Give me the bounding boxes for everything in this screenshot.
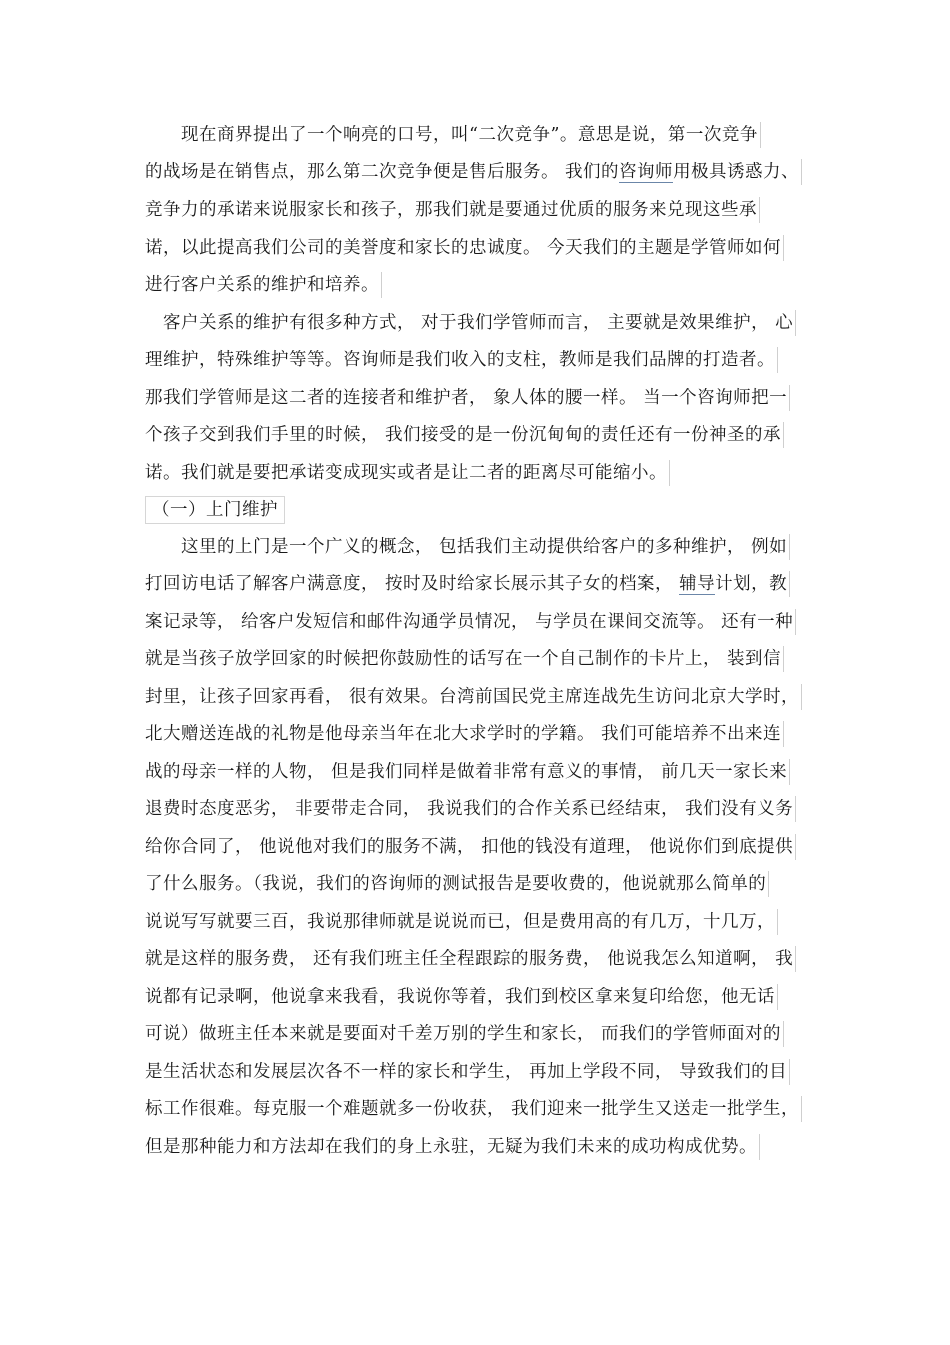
text-line: 那我们学管师是这二者的连接者和维护者， 象人体的腰一样。 当一个咨询师把一 [145,385,790,411]
text-line: 说说写写就要三百，我说那律师就是说说而已，但是费用高的有几万，十几万， [145,909,778,935]
text-line: 了什么服务。（我说，我们的咨询师的测试报告是要收费的，他说就那么简单的 [145,871,769,897]
section-heading: （一）上门维护 [145,496,285,524]
term-link[interactable]: 辅导 [679,574,716,594]
text-line: 诺，以此提高我们公司的美誉度和家长的忠诚度。 今天我们的主题是学管师如何 [145,235,784,261]
text-line: 可说）做班主任本来就是要面对千差万别的学生和家长， 而我们的学管师面对的 [145,1021,784,1047]
text-line: 就是当孩子放学回家的时候把你鼓励性的话写在一个自己制作的卡片上， 装到信 [145,646,784,672]
text-line: 战的母亲一样的人物， 但是我们同样是做着非常有意义的事情， 前几天一家长来 [145,759,790,785]
text-line: 竞争力的承诺来说服家长和孩子，那我们就是要通过优质的服务来兑现这些承 [145,197,760,223]
text-line: 给你合同了， 他说他对我们的服务不满， 扣他的钱没有道理， 他说你们到底提供 [145,834,796,860]
text-line: 封里，让孩子回家再看， 很有效果。台湾前国民党主席连战先生访问北京大学时， [145,684,802,710]
text-line: 个孩子交到我们手里的时候， 我们接受的是一份沉甸甸的责任还有一份神圣的承 [145,422,784,448]
text-line: 进行客户关系的维护和培养。 [145,272,382,298]
term-link[interactable]: 咨询师 [619,162,674,182]
text-line: 就是这样的服务费， 还有我们班主任全程跟踪的服务费， 他说我怎么知道啊， 我 [145,946,796,972]
text-line: 现在商界提出了一个响亮的口号，叫“二次竞争”。意思是说，第一次竞争 [145,122,761,148]
text-line: 诺。我们就是要把承诺变成现实或者是让二者的距离尽可能缩小。 [145,460,670,486]
text-line: 标工作很难。每克服一个难题就多一份收获， 我们迎来一批学生又送走一批学生， [145,1096,802,1122]
text-line: 是生活状态和发展层次各不一样的家长和学生， 再加上学段不同， 导致我们的目 [145,1059,790,1085]
text-line: 理维护，特殊维护等等。咨询师是我们收入的支柱，教师是我们品牌的打造者。 [145,347,778,373]
text-line: 这里的上门是一个广义的概念， 包括我们主动提供给客户的多种维护， 例如 [145,534,790,560]
text-line: 北大赠送连战的礼物是他母亲当年在北大求学时的学籍。 我们可能培养不出来连 [145,721,784,747]
text-line: 的战场是在销售点，那么第二次竞争便是售后服务。 我们的咨询师用极具诱惑力、 [145,159,802,185]
text-line: 退费时态度恶劣， 非要带走合同， 我说我们的合作关系已经结束， 我们没有义务 [145,796,796,822]
text-line: 说都有记录啊，他说拿来我看，我说你等着，我们到校区拿来复印给您，他无话 [145,984,778,1010]
text-line: 但是那种能力和方法却在我们的身上永驻，无疑为我们未来的成功构成优势。 [145,1134,760,1160]
text-line: 打回访电话了解客户满意度， 按时及时给家长展示其子女的档案， 辅导计划，教 [145,571,790,597]
text-line: 客户关系的维护有很多种方式， 对于我们学管师而言， 主要就是效果维护， 心 [145,310,796,336]
text-line: 案记录等， 给客户发短信和邮件沟通学员情况， 与学员在课间交流等。 还有一种 [145,609,796,635]
